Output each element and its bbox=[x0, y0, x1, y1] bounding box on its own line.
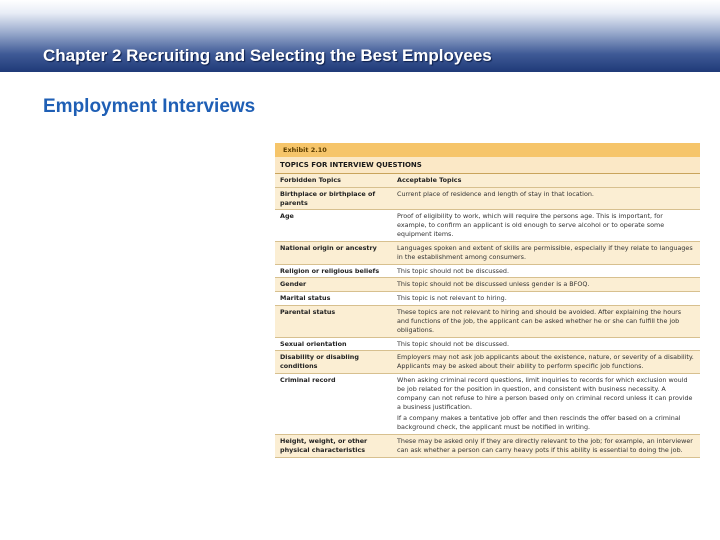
forbidden-topic: Criminal record bbox=[280, 376, 336, 385]
exhibit-label: Exhibit 2.10 bbox=[275, 143, 700, 157]
table-row bbox=[275, 292, 700, 306]
table-row bbox=[275, 188, 700, 211]
table-row bbox=[275, 338, 700, 352]
acceptable-text: This topic is not relevant to hiring. bbox=[397, 294, 507, 303]
acceptable-topic bbox=[393, 374, 700, 434]
acceptable-topic bbox=[393, 351, 700, 373]
acceptable-topic bbox=[393, 306, 700, 336]
column-header-forbidden: Forbidden Topics bbox=[280, 176, 341, 184]
table-row bbox=[275, 265, 700, 279]
acceptable-text: When asking criminal record questions, limit inquiries to records for which exclusion would be job related for the position in question, and consistent with business necessity. A company can not refuse to hire a person based only on criminal record unless it can provide a business justification. bbox=[397, 376, 693, 411]
acceptable-topic bbox=[393, 265, 700, 278]
acceptable-topic bbox=[393, 338, 700, 351]
exhibit-title: TOPICS FOR INTERVIEW QUESTIONS bbox=[275, 157, 700, 174]
forbidden-topic: Birthplace or birthplace of parents bbox=[280, 189, 376, 207]
forbidden-topic: Height, weight, or other physical characteristics bbox=[280, 437, 368, 454]
forbidden-topic: Religion or religious beliefs bbox=[280, 266, 380, 275]
forbidden-topic: Age bbox=[280, 212, 294, 221]
table-row bbox=[275, 374, 700, 435]
acceptable-topic bbox=[393, 435, 700, 457]
forbidden-topic: National origin or ancestry bbox=[280, 243, 377, 252]
acceptable-text: Proof of eligibility to work, which will require the persons age. This is important, for example, to confirm an applicant is old enough to serve alcohol or to operate some equipment items. bbox=[397, 212, 665, 239]
acceptable-text: This topic should not be discussed. bbox=[397, 266, 510, 275]
forbidden-topic: Disability or disabling conditions bbox=[280, 353, 359, 371]
exhibit-table bbox=[275, 143, 700, 522]
table-row bbox=[275, 351, 700, 374]
acceptable-topic bbox=[393, 292, 700, 305]
forbidden-topic: Gender bbox=[280, 280, 307, 289]
acceptable-topic bbox=[393, 278, 700, 291]
acceptable-topic bbox=[393, 210, 700, 240]
table-row bbox=[275, 278, 700, 292]
acceptable-text: These topics are not relevant to hiring and should be avoided. After explaining the hours and functions of the job, the applicant can be asked whether he or she can fulfill the job obligations. bbox=[397, 308, 682, 334]
chapter-title: Chapter 2 Recruiting and Selecting the Best Employees bbox=[43, 46, 492, 65]
table-row bbox=[275, 242, 700, 265]
acceptable-text: Languages spoken and extent of skills are permissible, especially if they relate to languages in the establishment among consumers. bbox=[397, 243, 693, 261]
forbidden-topic: Marital status bbox=[280, 294, 331, 303]
column-header-acceptable: Acceptable Topics bbox=[397, 176, 462, 184]
acceptable-text: If a company makes a tentative job offer and then rescinds the offer based on a criminal background check, the applicant must be notified in writing. bbox=[397, 414, 681, 432]
acceptable-text: This topic should not be discussed. bbox=[397, 339, 510, 348]
acceptable-topic bbox=[393, 242, 700, 264]
table-row bbox=[275, 306, 700, 337]
table-row bbox=[275, 435, 700, 458]
section-title: Employment Interviews bbox=[43, 96, 256, 117]
acceptable-text: Current place of residence and length of stay in that location. bbox=[397, 189, 594, 198]
acceptable-text: These may be asked only if they are directly relevant to the job; for example, an interviewer can ask whether a person can carry heavy pots if this ability is essential to doing the job. bbox=[397, 437, 693, 454]
acceptable-text: Employers may not ask job applicants about the existence, nature, or severity of a disability. Applicants may be asked about their ability to perform specific job functions. bbox=[397, 353, 694, 371]
acceptable-text: This topic should not be discussed unless gender is a BFOQ. bbox=[397, 280, 590, 289]
forbidden-topic: Parental status bbox=[280, 308, 336, 317]
table-row bbox=[275, 210, 700, 241]
acceptable-topic bbox=[393, 188, 700, 210]
table-header-row bbox=[275, 174, 700, 188]
forbidden-topic: Sexual orientation bbox=[280, 339, 347, 348]
